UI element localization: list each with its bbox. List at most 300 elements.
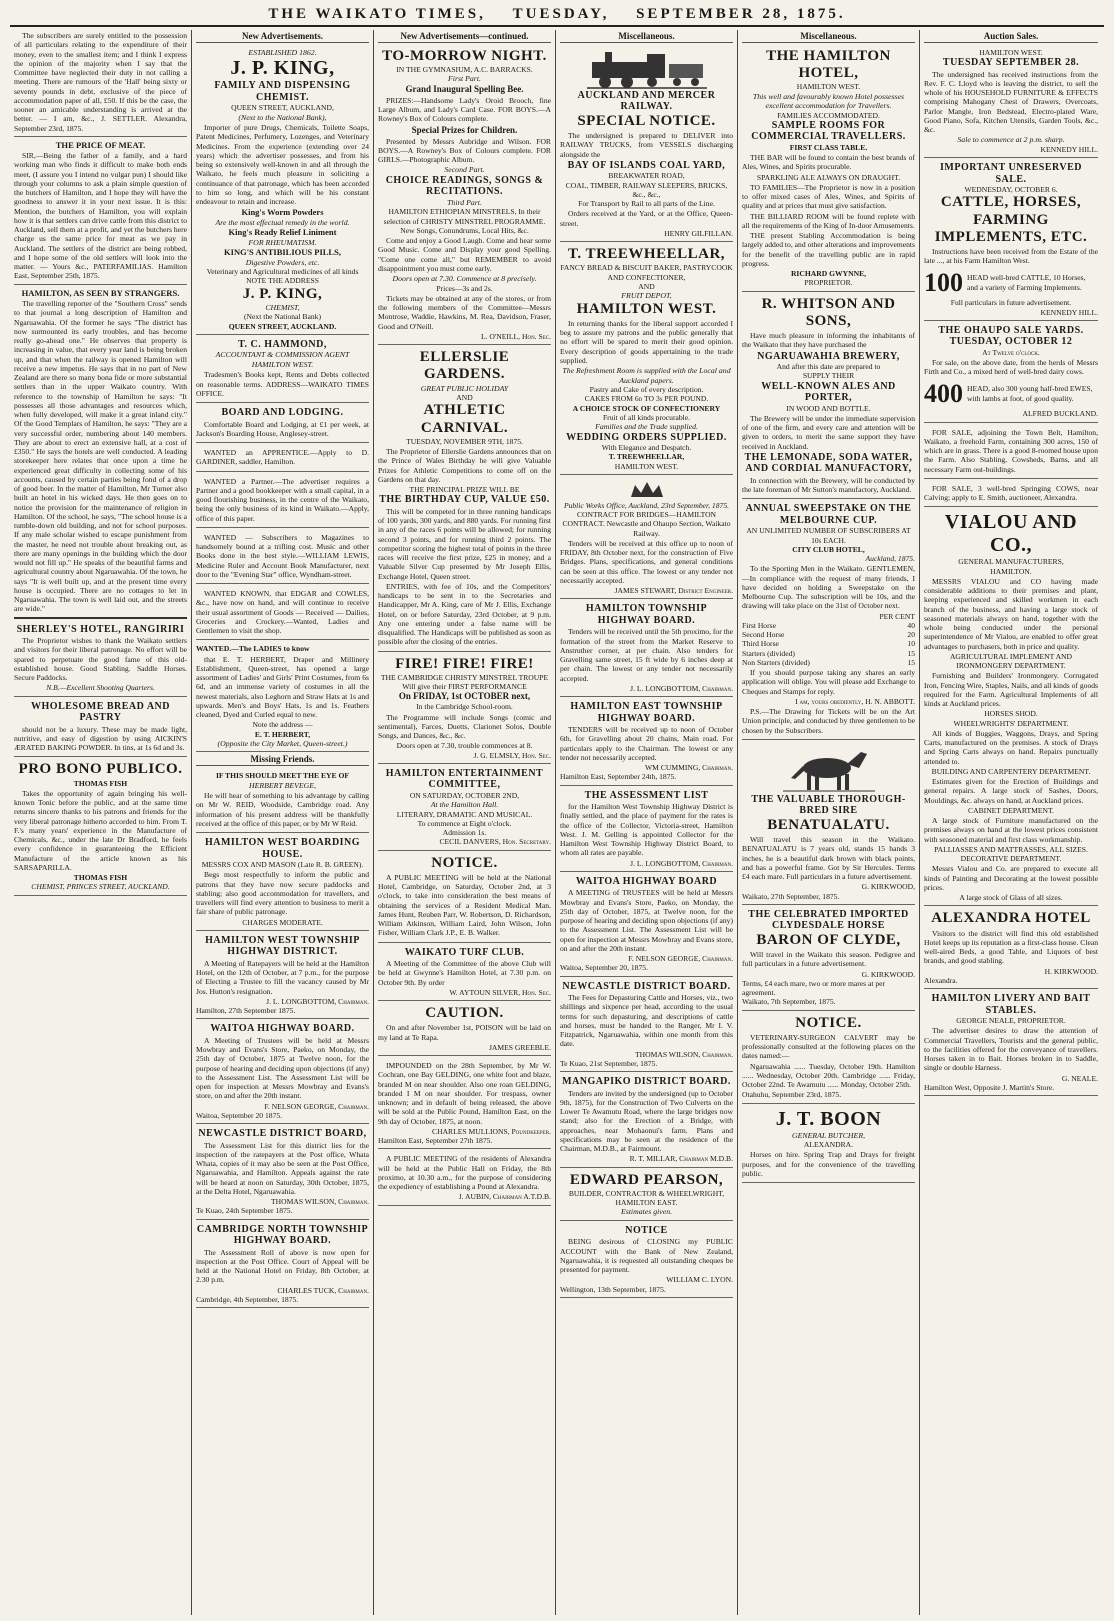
sweep-title: ANNUAL SWEEPSTAKE ON THE MELBOURNE CUP. (745, 503, 912, 526)
ohaupo-noon: At Twelve o'clock. (982, 347, 1040, 357)
wood: IN WOOD AND BOTTLE. (786, 403, 871, 413)
pro-bono-body: Takes the opportunity of again bringing his well-known Tonic before the public, and at the same time returns sincere thanks to his patrons and friends for the very liberal patronage hitherto accorded to him. From T. F.'s many years' experience in the Manufacture of Chemicals, &c., under the late Dr Bradford, he feels every confidence in guaranteeing the Efficient Manufacture of the article known as his SARSAPARILLA. (14, 788, 187, 872)
tenders: Tenders will be received at this office up to noon of FRIDAY, 8th October next, for the construction of Five Bridges. Plans, specifications, and general conditions can be seen at this office. The lowest or any tender not necessarily accepted. (560, 538, 733, 585)
brewery: NGARUAWAHIA BREWERY, (757, 350, 900, 362)
letter-end: The subscribers are surely entitled to the possession of all particulars relating to the expenditure of their money, even to the smallest item; and I think I express the opinion of the majority when I say that the Committee have neglected their duty in not calling a meeting. There are rumours of the 'Hall' being sixty or seventy pounds in debt, exclusive of the piece of accommodation paper of all, £50. If this be the case, the sooner an amicable understanding is arrived at the better. — I am, &c., J. SETTLER. Alexandra, September 23rd, 1875. (14, 31, 187, 133)
impounded-body: IMPOUNDED on the 28th September, by Mr W. Cochran, one Bay GELDING, one white foot and blaze, branded M on near shoulder. Also one roan GELDING, branded I M on near shoulder. For trespass, owner unknown; and in default of being released, the above will be sold at the Public Pound, Hamilton East, on the 9th day of October, 1875, at noon. (378, 1061, 551, 1126)
pearson-title: EDWARD PEARSON, (569, 1171, 724, 1188)
horse-illustration-icon (779, 744, 879, 794)
column-4 (556, 30, 738, 1615)
gwynne-prop: PROPRIETOR. (804, 278, 853, 288)
subscribers-ad (196, 530, 369, 584)
column-3 (374, 30, 556, 1615)
hwt-body: A Meeting of Ratepayers will be held at the Hamilton Hotel, on the 12th of October, at 7 p.m., for the purpose of Electing a Trustee to fill the vacancy caused by Mr Jos. Hutton's resignation. (196, 958, 369, 996)
families-trade: Families and the Trade supplied. (595, 422, 698, 432)
pro-bono-title: PRO BONO PUBLICO. (18, 761, 183, 778)
newcastle-title-2: NEWCASTLE DISTRICT BOARD. (562, 980, 731, 992)
mangapiko-body: Tenders are invited by the undersigned (up to October 9th, 1875), for the Construction of Two Culverts on the Lower Te Awamutu Road, where the large bridges now stand; also for the Erection of a Bridge, with approaches, near Mohaonui's farm. Plans and specifications may be seen at the residence of the Chairman, M.D.B., at Fairmount. (560, 1088, 733, 1154)
htb-title: HAMILTON TOWNSHIP HIGHWAY BOARD. (585, 603, 708, 626)
waitoa-date-2: Waitoa, September 20, 1875. (560, 963, 648, 973)
programme-body: The Programme will include Songs (comic and sentimental), Farces, Duetts, Clarionet Solos, Double Songs, and Dances, &c., &c. (378, 712, 551, 741)
building-title: BUILDING AND CARPENTERY DEPARTMENT. (931, 766, 1091, 776)
public-meeting-sig: J. AUBIN, Chairman A.T.D.B. (458, 1192, 551, 1202)
ellerslie-sub: GREAT PUBLIC HOLIDAY (420, 383, 509, 393)
waitoa-body-1: A Meeting of Trustees will be held at Messrs Mowbray and Evans's Store, Paeko, on Monday, the 25th day of October, 1875 at Twelve noon, for the purpose of hearing and deciding upon objections (if any) to the Assessment List. The Assessment List will be open for inspection at Messrs Mowbray and Evans's store, on and after the 20th instant. (196, 1035, 369, 1101)
cabinet-title: CABINET DEPARTMENT. (968, 805, 1054, 815)
birthday-cup: THE BIRTHDAY CUP, VALUE £50. (379, 494, 550, 506)
prize-pct: 15 (907, 657, 915, 667)
ellerslie-body: The Proprietor of Ellerslie Gardens announces that on the Prince of Wales Birthday he will give Valuable Prizes for Athletic Competitions to come off on the Gardens on that day. (378, 447, 551, 484)
hundred-number: 100 (924, 267, 963, 297)
ohaupo-body: For sale, on the above date, from the herds of Messrs Firth and Co., a mixed herd of well-bred dairy cows. (924, 358, 1098, 377)
king-pills: KING'S ANTIBILIOUS PILLS, (224, 247, 341, 258)
tree-ad (560, 244, 733, 475)
boon-addr: ALEXANDRA. (803, 1140, 854, 1150)
subscribers-body: WANTED — Subscribers to Magazines to handsomely bound at a trifling cost. Music and other Books done in the best style.—WILLIAM LEWIS, Medicine Ruler and Account Book Manufacturer, next door to the "Evening Star" office, Wyndham-street. (196, 532, 369, 579)
pearson-sub: BUILDER, CONTRACTOR & WHEELWRIGHT, (568, 1188, 725, 1198)
hotel-families2: TO FAMILIES—The Proprietor is now in a position to offer mixed cases of Ales, Wines, and Spirits of quality and at prices that must give satisfaction. (742, 182, 915, 211)
prize-row (742, 658, 915, 667)
kirkwood-date: Waikato, 27th September, 1875. (742, 891, 840, 901)
waitoa-title-1: WAITOA HIGHWAY BOARD. (210, 1023, 355, 1035)
wb-sub: MESSRS COX AND MASON (Late R. B. GREEN). (201, 860, 364, 870)
ellerslie-sub2: AND (456, 393, 473, 403)
sweep-sig: I am, yours obediently, H. N. ABBOTT. (795, 696, 915, 706)
prize-row (742, 649, 915, 658)
lloyd-hw: HAMILTON WEST. (979, 47, 1043, 57)
horse-body: Will travel this season in the Waikato. BENATUALATU is 7 years old, stands 15 hands 3 inches, he is a beautiful dark brown with black points, and has a powerful frame. Got by Sir Hercules. Terms £4 each mare. Full particulars in a future advertisement. (742, 835, 915, 882)
notice-ad (378, 853, 551, 943)
hotel-families: FAMILIES ACCOMMODATED. (777, 110, 880, 120)
partner-ad (196, 474, 369, 528)
sweep-ad (742, 501, 915, 740)
prize-place: Second Horse (742, 630, 785, 640)
crown-crest-icon (627, 479, 667, 501)
missing-body: He will hear of something to his advantage by calling on Mr W. REID, Woodside, Cambridge road. Any information of his present address will be thankfully received at the office of this paper, or by Mr W Reid. (196, 791, 369, 828)
choice-title: CHOICE READINGS, SONGS & RECITATIONS. (385, 174, 544, 198)
ent-date: ON SATURDAY, OCTOBER 2ND, (409, 790, 520, 800)
orders: Orders received at the Yard, or at the Office, Queen-street. (560, 209, 733, 228)
neale: GEORGE NEALE, PROPRIETOR. (956, 1016, 1066, 1026)
king-next: (Next to the National Bank), (238, 112, 327, 122)
bread-title: WHOLESOME BREAD AND PASTRY (31, 700, 170, 724)
board-title: BOARD AND LODGING. (221, 407, 344, 419)
tree-sub: FANCY BREAD & BISCUIT BAKER, PASTRYCOOK AND CONFECTIONER, (560, 263, 733, 282)
waitoa-body-2: A MEETING of TRUSTEES will be held at Messrs Mowbray and Evans's Store, Paeko, on Monday, the 25th day of October, 1875, at Twelve noon, for the purpose of hearing and deciding upon objections (if any) to the Assessment List. The Assessment List will be open for inspection at Messrs Mowbray and Evans store, on and after the 20th instant. (560, 888, 733, 953)
alex-title: ALEXANDRA HOTEL (931, 910, 1091, 927)
wb-sig: CHARGES MODERATE. (242, 917, 323, 927)
spelling-title: Grand Inaugural Spelling Bee. (405, 83, 524, 94)
decor-body: Messrs Vialou and Co. are prepared to execute all kinds of Painting and Decorating at the lowest possible prices. (924, 864, 1098, 892)
meat-body: SIR,—Being the father of a family, and a hard working man who finds it difficult to make both ends meet, (I assure you I intend no vulgar pun) I should like through your columns to ask a plain simple question of the butchers of Hamilton, and I hope they will have the goodness to answer it in your next issue. It is this: Mention, the butchers of Hamilton, you will explain how it is that settlers can drive cattle from this district to Auckland, sell them at a profit, and yet the butchers here charge us the same price for meat as we pay in Auckland. The settlers of the district are being robbed, and I hope some of the old settlers will look into the matter. — Yours &c., PATERFAMILIAS. Hamilton East, September 25th, 1875. (14, 151, 187, 281)
ales: WELL-KNOWN ALES AND PORTER, (761, 380, 896, 404)
ent-title: HAMILTON ENTERTAINMENT COMMITTEE, (385, 767, 544, 791)
prize-pct: 20 (907, 630, 915, 640)
newcastle-body-1: The Assessment List for this district lies for the inspection of the ratepayers at the Post office, Whata Whata, copies of it may also be seen at the Post Office, Ngaruawahia, and Hamilton. Appeals against the rate will be heard at noon on Saturday, 30th October, 1875, at the Delta Hotel, Ngaruawahia. (196, 1140, 369, 1196)
bread-body: should not be a luxury. These may be made light, nutritive, and easy of digestion by using AICKIN'S ÆRATED BAKING POWDER. In tins, at 1s 6d and 3s. (14, 724, 187, 753)
king-worm-note: Are the most effectual remedy in the world. (215, 217, 350, 227)
special-title: Special Prizes for Children. (411, 124, 518, 135)
vialou-addr: HAMILTON. (990, 566, 1032, 576)
caution-title: CAUTION. (425, 1005, 504, 1022)
king-est: ESTABLISHED 1862. (248, 47, 317, 57)
alex-body: Visitors to the district will find this old established Hotel keeps up its reputation as a first-class house. Clean well-aired Beds, a good Table, and Liquors of best brands, and good stabling. (924, 928, 1098, 966)
prize-place: Third Horse (742, 639, 779, 649)
ohaupo-ad (924, 323, 1098, 423)
cambridge-ad (196, 1222, 369, 1309)
lemonade-body: In connection with the Brewery, will be conducted by the late foreman of Mr Sutton's manufactory, Auckland. (742, 475, 915, 495)
herbert-title: WANTED.—The LADIES to know (196, 644, 310, 654)
newcastle-date-1: Te Kuao, 24th September 1875. (196, 1206, 293, 1216)
gilfillan: HENRY GILFILLAN. (664, 228, 733, 238)
pearson-addr: HAMILTON EAST. (615, 1198, 678, 1208)
christy-ad (378, 654, 551, 764)
first-part: First Part. (448, 74, 481, 84)
hundred-body: HEAD well-bred CATTLE, 10 Horses, and a variety of Farming Implements. (967, 273, 1086, 292)
col2-header: New Advertisements. (196, 31, 369, 43)
column-6 (920, 30, 1102, 1615)
king-sig4: QUEEN STREET, AUCKLAND. (228, 321, 337, 331)
clyde-date: Waikato, 7th September, 1875. (742, 997, 836, 1007)
heh-sig: WM CUMMING, Chairman. (644, 763, 733, 773)
hwt-ad (196, 933, 369, 1020)
boon-title: J. T. BOON (775, 1107, 882, 1130)
cakes: CAKES FROM 6d TO 3s PER POUND. (584, 394, 709, 404)
unreserved-full: Full particulars in future advertisement. (950, 298, 1072, 308)
cup-body: This will be competed for in three running handicaps of 100 yards, 300 yards, and 880 yards. For running first in any of the races 6 points will be allowed; for running second 3 points, and for running third 2 points. The competitor scoring the highest total of points in the three races will receive the first prize, £25 in money, and a Valuable Silver Cup presented by Mr Joseph Ellis, Exchange Hotel, Queen street. (378, 506, 551, 581)
livery-ad (924, 991, 1098, 1096)
king-body: Importer of pure Drugs, Chemicals, Toilette Soaps, Patent Medicines, Perfumery, Lozenges, and Veterinary Medicines. From the experience (extending over 24 years) which the advertiser possesses, and from his being so extensively well-known in and all through the Waikato, he feels much pleasure in soliciting a continuance of that patronage, which has been accorded to him so long, and which will be his constant endeavour to retain and increase. (196, 123, 369, 207)
columns (10, 30, 1104, 1615)
masthead-day: TUESDAY, (512, 6, 610, 22)
board-body: Comfortable Board and Lodging, at £1 per week, at Jackson's Boarding House, Anglesey-street. (196, 419, 369, 438)
agri-title: AGRICULTURAL IMPLEMENT AND IRONMONGERY DEPARTMENT. (949, 651, 1073, 671)
first-perf: Will give their FIRST PERFORMANCE (402, 682, 527, 692)
clyde-title: THE CELEBRATED IMPORTED CLYDESDALE HORSE (748, 908, 909, 932)
cambridge-body: The Assessment Roll of above is now open for inspection at the Post Office. Court of Appeal will be held at the National Hotel on Friday, 8th October, at 2.30 p.m. (196, 1247, 369, 1285)
assess-title: THE ASSESSMENT LIST (584, 789, 709, 801)
turf-body: A Meeting of the Committee of the above Club will be held at Gwynne's Hamilton Hotel, at 7.30 p.m. on October 9th. By order (378, 959, 551, 987)
wb-ad (196, 835, 369, 931)
livery-sig: G. NEALE. (1061, 1073, 1098, 1083)
hwt-sig: J. L. LONGBOTTOM, Chairman. (266, 996, 369, 1006)
fruit-depot: FRUIT DEPOT, (621, 291, 672, 301)
stewart: JAMES STEWART, District Engineer. (614, 586, 733, 596)
column-5 (738, 30, 920, 1615)
mangapiko-ad (560, 1074, 733, 1168)
herbert-addr: (Opposite the City Market, Queen-street.) (217, 738, 348, 748)
contract: CONTRACT FOR BRIDGES—HAMILTON CONTRACT. Newcastle and Ohaupo Section, Waikato Railway. (562, 510, 731, 538)
herbert-note: Note the address — (252, 720, 313, 730)
fire-title: FIRE! FIRE! FIRE! (395, 655, 534, 672)
newcastle-ad-1 (196, 1126, 369, 1220)
col4-header: Miscellaneous. (560, 31, 733, 43)
hotel-bar: THE BAR will be found to contain the best brands of Ales, Wines, and Spirits procurable. (742, 153, 915, 172)
missing-title: IF THIS SHOULD MEET THE EYE OF (215, 771, 350, 781)
hotel-title: THE HAMILTON HOTEL, (766, 47, 891, 82)
hotel-sparkling: SPARKLING ALE ALWAYS ON DRAUGHT. (756, 172, 901, 182)
four-hundred-number: 400 (924, 378, 963, 408)
ohaupo-title: THE OHAUPO SALE YARDS. (938, 324, 1084, 336)
tomorrow-title: TO-MORROW NIGHT. (382, 47, 547, 64)
friday-date: On FRIDAY, 1st OCTOBER next, (398, 691, 531, 702)
second-part: Second Part. (444, 165, 485, 175)
prize-place: Non Starters (divided) (742, 657, 810, 667)
vet-ad (742, 1013, 915, 1104)
entries-body: ENTRIES, with fee of 10s, and the Competitors' handicaps to be sent in to the Secretaries and Handicapper, Mr A. King, care of Mr J. Ellis, Exchange Hotel, on or before Saturday, 23rd October, at 9 p.m. Any one entering under a false name will be disqualified. The Handicaps will be published as soon as possible after the closing of the entries. (378, 581, 551, 647)
vet-body: VETERINARY-SURGEON CALVERT may be professionally consulted at the following places on the dates named:— (742, 1032, 915, 1061)
prize-place: Starters (divided) (742, 648, 795, 658)
impounded-date: Hamilton East, September 27th 1875. (378, 1136, 493, 1146)
tomorrow-gym: IN THE GYMNASIUM, A.C. BARRACKS. (396, 65, 533, 75)
caution-ad (378, 1003, 551, 1056)
pro-bono-sig: THOMAS FISH (73, 873, 128, 883)
contract-ad (560, 477, 733, 600)
unreserved-cattle: CATTLE, HORSES, FARMING IMPLEMENTS, ETC. (934, 194, 1088, 245)
waitoa-title-2: WAITOA HIGHWAY BOARD (575, 875, 718, 887)
ent-venue: At the Hamilton Hall. (430, 800, 499, 810)
pastry: Pastry and Cake of every description. (589, 385, 704, 395)
board-ad (196, 405, 369, 443)
mangapiko-title: MANGAPIKO DISTRICT BOARD. (562, 1076, 731, 1088)
wedding-note: With Elegance and Despatch. (601, 443, 692, 453)
waitoa-sig-1: F. NELSON GEORGE, Chairman. (264, 1101, 369, 1111)
hammond-sub: ACCOUNTANT & COMMISSION AGENT HAMILTON WEST. (215, 350, 350, 369)
transport: For Transport by Rail to all parts of the Line. (578, 199, 715, 209)
vet-dates: Ngaruawahia ...... Tuesday, October 19th. Hamilton ...... Wednesday, October 20th. Cambridge ...... Friday, October 22nd. Te Awamutu ...... Monday, October 25th. (742, 1061, 915, 1090)
tickets-text: Tickets may be obtained at any of the stores, or from the following members of the Committee—Messrs Montrose, Waddie, Hawkins, M. Rea, Davidson, Fraser, Good and O'Neill. (378, 293, 551, 331)
caution-sig: JAMES GREEBLE. (488, 1042, 551, 1052)
masthead (10, 6, 1104, 27)
hundred-row (924, 267, 1098, 299)
lyon-notice-ad (560, 1223, 733, 1298)
heh-title: HAMILTON EAST TOWNSHIP HIGHWAY BOARD. (570, 701, 723, 724)
king-worm: King's Worm Powders (241, 207, 324, 218)
railway-title: AUCKLAND AND MERCER RAILWAY. (577, 89, 716, 113)
bay-yard: BAY OF ISLANDS COAL YARD, (567, 159, 726, 171)
impounded-sig: CHARLES MULLIONS, Poundkeeper. (432, 1126, 551, 1136)
vialou-body: MESSRS VIALOU and CO having made considerable additions to their premises and plant, keeping experienced and skilled workmen in each branch of the business, and having a large stock of seasoned materials always on hand, together with the whole being conducted under the personal superintendence of Mr Vialou, are enabled to offer great advantages to purchasers, both in price and quality. (924, 576, 1098, 651)
col6-header: Auction Sales. (924, 31, 1098, 43)
herbert-ad (196, 642, 369, 752)
lloyd-tuesday: TUESDAY SEPTEMBER 28. (942, 57, 1080, 69)
boon-body: Horses on hire. Spring Trap and Drays for freight purposes, and for the convenience of the travelling public. (742, 1150, 915, 1178)
buckland: ALFRED BUCKLAND. (1022, 409, 1098, 419)
missing-header: Missing Friends. (196, 754, 369, 766)
missing-ad (196, 769, 369, 833)
apprentice-body: WANTED an APPRENTICE.—Apply to D. GARDINER, saddler, Hamilton. (196, 448, 369, 467)
turf-ad (378, 945, 551, 1002)
special-notice: SPECIAL NOTICE. (577, 112, 716, 129)
tree-addr: HAMILTON WEST. (614, 461, 679, 471)
king-note-addr: NOTE THE ADDRESS (246, 276, 319, 286)
waitoa-date-1: Waitoa, September 20 1875. (196, 1110, 283, 1120)
sweep-ps: P.S.—The Drawing for Tickets will be on the Art Union principle, and conducted by three gentlemen to be chosen by the Subscribers. (742, 707, 915, 735)
livery-title: HAMILTON LIVERY AND BAIT STABLES. (931, 993, 1091, 1016)
brewery-body: And after this date are prepared to (776, 362, 881, 372)
strangers-title: HAMILTON, AS SEEN BY STRANGERS. (21, 287, 180, 298)
whitson-title: R. WHITSON AND SONS, (761, 295, 896, 329)
boon-ad (742, 1106, 915, 1184)
newcastle-sig-1: THOMAS WILSON, Chairman. (270, 1197, 369, 1207)
cabinet-body: A large stock of Furniture manufactured on the premises always on hand at the lowest prices consistent with seasoned material and first class workmanship. (924, 816, 1098, 844)
clyde-body: Will travel in the Waikato this season. Pedigree and full particulars in a future advertisement. (742, 950, 915, 969)
wheel-title: WHEELWRIGHTS' DEPARTMENT. (953, 718, 1069, 728)
hammond-ad (196, 337, 369, 403)
forsale-ad (924, 425, 1098, 479)
notice-title: NOTICE. (431, 854, 498, 871)
meat-title: THE PRICE OF MEAT. (55, 139, 146, 150)
tomorrow-ad (378, 46, 551, 345)
clyde-sig: G. KIRKWOOD. (861, 969, 915, 979)
hotel-sample: SAMPLE ROOMS FOR COMMERCIAL TRAVELLERS. (751, 119, 906, 143)
decor-title: DECORATIVE DEPARTMENT. (960, 854, 1062, 864)
lloyd-body: The undersigned has received instructions from the Rev. F. C. Lloyd who is leaving the district, to sell the whole of his HOUSEHOLD FURNITURE & EFFECTS comprising Mahogany Chest of Drawers, Overcoats, Parlor Mangle, Iron Bedstead, Electro-plated Ware, Good Piano, Sofa, Kitchen Utensils, Garden Tools, &c., &c. (924, 69, 1098, 135)
herbert-body: that E. T. HERBERT, Draper and Millinery Establishment, Queen-street, has opened a large assortment of Ladies' and Girls' Print Costumes, from 6s 6d, and an immense variety of costumes in all the newest materials, also Leghorn and Straw Hats at 1s and upwards. Men's and Boys' Hats, 1s and 1s. Feathers cleaned, Dyed and Curled equal to new. (196, 654, 369, 720)
waitoa-sig-2: F. NELSON GEORGE, Chairman. (628, 954, 733, 964)
shoeing: HORSES SHOD. (984, 709, 1038, 719)
newcastle-title-1: NEWCASTLE DISTRICT BOARD, (198, 1128, 367, 1140)
entertainment-ad (378, 766, 551, 851)
unreserved-body: Instructions have been received from the Estate of the late ..., at his Farm Hamilton West. (924, 247, 1098, 266)
king-ad (196, 46, 369, 335)
gwynne: RICHARD GWYNNE, (790, 269, 867, 279)
wb-body: Begs most respectfully to inform the public and patrons that they have now secure paddocks and stabling; also good accommodation for travellers, and travellers will find every attention to business to merit a fair share of public patronage. (196, 870, 369, 917)
king-relief: King's Ready Relief Liniment (228, 227, 337, 238)
tickets-sig: L. O'NEILL, Hon. Sec. (480, 331, 551, 341)
turf-title: WAIKATO TURF CLUB. (404, 946, 525, 958)
prices-text: Prices—3s and 2s. (436, 283, 493, 293)
hotel-stabling: THE present Stabling Accommodation is being largely added to, and other alterations and improvements for the benefit of the travelling public are in rapid progress. (742, 231, 915, 268)
forsale-body-2: FOR SALE, 3 well-bred Springing COWS, near Calving; apply to E. Smith, auctioneer, Alexandra. (924, 483, 1098, 503)
masthead-date: SEPTEMBER 28, 1875. (636, 6, 846, 22)
waitoa-ad-2 (560, 874, 733, 977)
spelling-body: PRIZES:—Handsome Lady's Oroid Brooch, fine Large Album, and Lady's Card Case. FOR BOYS.—A Rowney's Box of Colours complete. (378, 95, 551, 124)
lemonade: THE LEMONADE, SODA WATER, AND CORDIAL MANUFACTORY, (744, 451, 913, 475)
edgar-body: WANTED KNOWN, that EDGAR and COWLES, &c., have now on hand, and will continue to receive their usual assortment of Goods — Received — Dailies, Groceries and Crockery.—Wanted, Ladies and Gentlemen to visit the shop. (196, 589, 369, 636)
vialou-title: VIALOU AND CO., (944, 511, 1078, 557)
assess-ad (560, 788, 733, 872)
strangers-body: The travelling reporter of the "Southern Cross" sends to that journal a long description of Hamilton and Ngaruawahia. Of the former he says "The district has now surmounted its early troubles, and has become really go-ahead one." He observes that property is increasing in value, that every year land is being broken up, and that when the railway is opened Hamilton will receive a new impetus. He says that in no part of New Zealand are there so many bona fide or more substantial settlers than in the upper Waikato country. With reference to the township of Hamilton he says: "It possesses all those advantages and resources which, when fully developed, will make it a great inland city." Of the Good Templars of Hamilton, he says: "They are a very successful order, numbering about 140 members. They are about to erect an extensive hall, at a cost of £350." He says the hotels are well conducted. A leading storekeeper here relates that once upon a time he experienced great difficulty in collecting some of his accounts, caused by certain parties being fond of a drop of good beer. In the matter of Hamilton, Mr Turner also built an hotel in his wicked days. He then goes on to notice the provision for the maintenance of religion in Hamilton. Of the school, he says, "The school house is a tumble-down old building, and not for school purposes. If any male scholar wished to escape punishment from the master, he need not trouble about breaking out, as there are many openings in the building which the door would not fill up." He speaks of the beautiful farms and agricultural country about Ngaruawahia. Of the town, he says "It is well built up, and at the present time every house is occupied. There are no cottages to let in Ngaruawahia. The town is well laid out, and the streets are wide." (14, 299, 187, 614)
column-1 (10, 30, 192, 1615)
alex-place: Alexandra. (924, 975, 958, 985)
ethiopian: HAMILTON ETHIOPIAN MINSTRELS, In their selection of CHRISTY MINSTREL PROGRAMME. New Songs, Conundrums, Local Hits, &c. (383, 207, 546, 235)
boon-sub: GENERAL BUTCHER, (791, 1130, 866, 1140)
hotel-ad (742, 46, 915, 292)
newcastle-body-2: The Fees for Depasturing Cattle and Horses, viz., two shillings and sixpence per head, according to the usual terms for such depasturing, and descriptions of cattle and horses, must be handed to the Ranger, Mr I. V. Fitzpatrick, Ngaruawahia, within one month from this date. (560, 993, 733, 1049)
clyde-terms: Terms, £4 each mare, two or more mares at per agreement. (742, 978, 886, 998)
third-part: Third Part. (447, 197, 482, 207)
christy-name: THE CAMBRIDGE CHRISTY MINSTREL TROUPE (380, 672, 549, 682)
partner-body: WANTED a Partner.—The advertiser requires a Partner and a good bookkeeper with a small capital, in a good flourishing business, in the centre of the Waikato, being the only business of its kind in Waikato.—Apply, office of this paper. (196, 476, 369, 523)
king-sig2: CHEMIST, (265, 302, 300, 312)
ellerslie-prizes: THE PRINCIPAL PRIZE WILL BE (409, 485, 520, 495)
hotel-addr: HAMILTON WEST. (796, 82, 861, 92)
ellerslie-ad (378, 347, 551, 652)
lyon-notice-body: BEING desirous of CLOSING my PUBLIC ACCOUNT with the Bank of New Zealand, Ngaruawahia, it is requested all outstanding cheques be presented for payment. (560, 1237, 733, 1275)
caution-body: On and after November 1st, POISON will be laid on my land at Te Rapa. (378, 1023, 551, 1042)
prize-table (742, 621, 915, 667)
kirkwood: G. KIRKWOOD, (861, 882, 915, 892)
prize-row (742, 639, 915, 648)
public-meeting-ad (378, 1151, 551, 1205)
king-title: J. P. KING, (230, 57, 335, 80)
apprentice-ad (196, 445, 369, 472)
clyde-name: BARON OF CLYDE, (756, 931, 901, 948)
king-relief-note: FOR RHEUMATISM. (248, 237, 317, 247)
tree-and: AND (638, 281, 655, 291)
htb-body: Tenders will be received until the 5th proximo, for the formation of the street from the Market Reserve to Anstruther corner, at per chain. Also tenders for Gravelling same street, 15 ft wide by 6 inches deep at per chain. The lowest or any tender not necessarily accepted. (560, 627, 733, 683)
missing-name: HERBERT BEVEGE, (249, 780, 316, 790)
lyon-notice-title: NOTICE (625, 1224, 668, 1236)
unreserved-kennedy: KENNEDY HILL. (1040, 307, 1098, 317)
htb-ad (560, 601, 733, 697)
elmsly-sig: J. G. ELMSLY, Hon. Sec. (473, 750, 551, 760)
fruit-all: Fruit of all kinds procurable. (602, 412, 691, 422)
hammond-title: T. C. HAMMOND, (238, 338, 327, 350)
doors-text: Doors open at 7.30. Commence at 8 precisely. (392, 274, 537, 284)
heh-date: Hamilton East, September 24th, 1875. (560, 772, 677, 782)
livery-body: The advertiser desires to draw the attention of Commercial Travellers, Tourists and the general public, to the facilities offered for the conveyance of travellers. Horses taken in to Bait. Horses broken in to Saddle, single or double Harness. (924, 1026, 1098, 1073)
horse-title: THE VALUABLE THOROUGH-BRED SIRE (751, 793, 906, 817)
horse-name: BENATUALATU. (767, 816, 890, 833)
pro-bono-addr: CHEMIST, PRINCES STREET, AUCKLAND. (31, 882, 170, 892)
sweep-sub: AN UNLIMITED NUMBER OF SUBSCRIBERS AT 10s EACH. (746, 526, 911, 545)
tree-body: In returning thanks for the liberal support accorded I beg to assure my patrons and the public generally that no effort will be spared to merit their good opinion. Every description of goods appertaining to the trade supplied. (560, 318, 733, 365)
livery-addr: Hamilton West, Opposite J. Martin's Store. (924, 1082, 1055, 1092)
bread-ad (14, 699, 187, 758)
city-date: Auckland, 1875. (865, 554, 915, 564)
king-sig3: (Next the National Bank) (244, 312, 321, 322)
prize-row (742, 630, 915, 639)
lyon-notice-sig: WILLIAM C. LYON. (666, 1275, 733, 1285)
special-body: Presented by Messrs Aubridge and Wilson. FOR BOYS.—A Rowney's Box of Colours complete. FOR GIRLS.—Photographic Album. (378, 136, 551, 165)
turf-sig: W. AYTOUN SILVER, Hon. Sec. (449, 987, 551, 997)
vet-title: NOTICE. (795, 1014, 862, 1031)
brewery-body2: The Brewery will be under the immediate supervision of one of the firm, and every care and attention will be given to orders, to merit the same support they have received in Auckland. (742, 413, 915, 451)
prize-pct: 40 (907, 620, 915, 630)
cambridge-sig: CHARLES TUCK, Chairman. (277, 1285, 369, 1295)
alex-sig: H. KIRKWOOD. (1044, 966, 1098, 976)
shirley-ad (14, 622, 187, 697)
pearson-ad (560, 1170, 733, 1221)
vialou-sub: GENERAL MANUFACTURERS, (958, 557, 1064, 567)
whitson-ad (742, 294, 915, 500)
col5-header: Miscellaneous. (742, 31, 915, 43)
alex-ad (924, 908, 1098, 989)
hwt-title: HAMILTON WEST TOWNSHIP HIGHWAY DISTRICT. (205, 934, 360, 958)
shirley-shooting: N.B.—Excellent Shooting Quarters. (46, 683, 155, 693)
tree-hw: HAMILTON WEST. (576, 300, 717, 317)
newcastle-ad-2 (560, 979, 733, 1073)
sweep-body: To the Sporting Men in the Waikato. GENTLEMEN,—In compliance with the request of many friends, I have decided on holding a Sweepstake on the Melbourne Cup. The subscription will be 10s, and the drawing will take place on the 31st of October next. (742, 564, 915, 611)
prize-place: First Horse (742, 620, 776, 630)
pearson-est: Estimates given. (620, 1207, 673, 1217)
building-body: Estimates given for the Erection of Buildings and general repairs. A large stock of Sashes, Doors, Mouldings, &c. always on hand, at Auckland prices. (924, 777, 1098, 805)
four-hundred-body: HEAD, also 300 young half-bred EWES, with lambs at foot, of good quality. (967, 384, 1093, 403)
hotel-billiard: THE BILLIARD ROOM will be found replete with all the requirements of the King of In-door Amusements. (742, 211, 915, 230)
ent-admission: Admission 1s. (442, 828, 487, 838)
cambridge-title: CAMBRIDGE NORTH TOWNSHIP HIGHWAY BOARD. (196, 1223, 369, 1247)
wedding: WEDDING ORDERS SUPPLIED. (566, 431, 727, 443)
pro-bono-name: THOMAS FISH (73, 778, 128, 788)
glass: A large stock of Glass of all sizes. (959, 893, 1063, 903)
ent-time: To commence at Eight o'clock. (417, 818, 512, 828)
choice-stock: A CHOICE STOCK OF CONFECTIONERY (572, 403, 721, 413)
pallias: PALLIASSES AND MATTRASSES, ALL SIZES. (934, 844, 1088, 854)
doors2: Doors open at 7.30, trouble commences at 8. (396, 741, 533, 751)
king-sub: FAMILY AND DISPENSING CHEMIST. (214, 80, 351, 103)
